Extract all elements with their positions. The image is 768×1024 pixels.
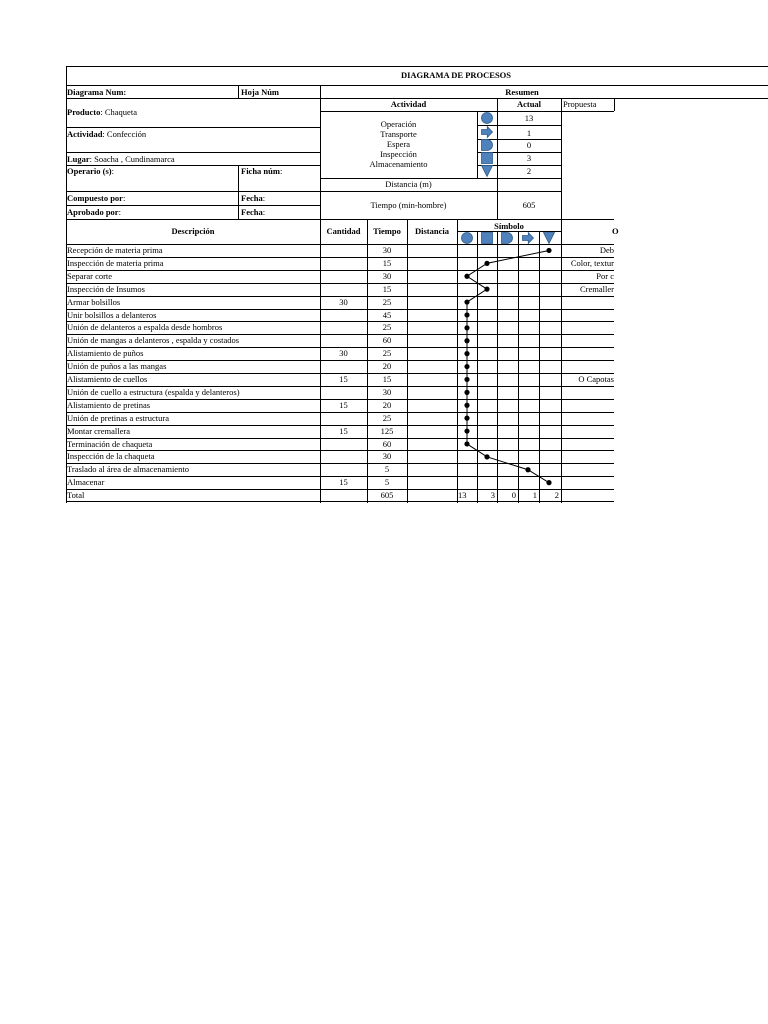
- row-time: 5: [384, 464, 390, 474]
- transport-arrow-icon: [482, 127, 493, 138]
- process-step-dot: [464, 403, 469, 408]
- row-description: Unión de pretinas a estructura: [67, 413, 169, 423]
- total-symbol-count: 3: [490, 490, 495, 500]
- row-description: Armar bolsillos: [67, 297, 121, 307]
- row-observation: Cremaller: [580, 284, 614, 294]
- total-symbol-count: 2: [554, 490, 559, 500]
- total-time: 605: [380, 490, 394, 500]
- row-time: 25: [382, 348, 392, 358]
- process-step-dot: [464, 390, 469, 395]
- col-distancia-header: Distancia: [415, 226, 449, 236]
- row-time: 25: [382, 297, 392, 307]
- row-description: Inspección de Insumos: [67, 284, 145, 294]
- process-step-dot: [464, 325, 469, 330]
- inspection-square-icon: [482, 153, 493, 164]
- row-description: Inspección de materia prima: [67, 258, 164, 268]
- row-description: Alistamiento de puños: [67, 348, 144, 358]
- process-step-dot: [546, 480, 551, 485]
- resumen-tiempo-value: 605: [522, 200, 536, 210]
- page-title: DIAGRAMA DE PROCESOS: [400, 70, 512, 80]
- row-description: Montar cremallera: [67, 426, 131, 436]
- resumen-label-transporte: Transporte: [380, 129, 417, 139]
- process-step-dot: [464, 299, 469, 304]
- row-observation: Color, textur: [570, 258, 614, 268]
- row-time: 25: [382, 413, 392, 423]
- process-step-dot: [464, 312, 469, 317]
- process-step-dot: [464, 364, 469, 369]
- process-step-dot: [464, 351, 469, 356]
- total-symbol-count: 13: [458, 490, 467, 500]
- row-time: 30: [382, 271, 392, 281]
- row-description: Unir bolsillos a delanteros: [67, 310, 157, 320]
- ficha-value: :: [279, 166, 283, 176]
- resumen-actual-header: Actual: [516, 99, 542, 109]
- row-observation: Por c: [596, 271, 614, 281]
- process-step-dot: [484, 454, 489, 459]
- row-time: 45: [382, 310, 392, 320]
- col-cantidad-header: Cantidad: [326, 226, 361, 236]
- transport-arrow-icon: [523, 233, 534, 244]
- row-quantity: 15: [339, 477, 348, 487]
- resumen-distancia-label: Distancia (m): [385, 179, 432, 189]
- fecha2-value: :: [262, 207, 266, 217]
- process-step-dot: [525, 467, 530, 472]
- resumen-actual-almacenamiento: 2: [526, 166, 532, 176]
- operation-circle-icon: [462, 233, 473, 244]
- resumen-actual-espera: 0: [526, 140, 532, 150]
- process-step-dot: [484, 287, 489, 292]
- row-time: 20: [382, 400, 392, 410]
- total-symbol-count: 0: [511, 490, 516, 500]
- col-descripcion-header: Descripción: [171, 226, 215, 236]
- resumen-propuesta-header: Propuesta: [563, 99, 597, 109]
- row-time: 5: [384, 477, 390, 487]
- resumen-actual-operacion: 13: [524, 113, 534, 123]
- inspection-square-icon: [482, 233, 493, 244]
- process-step-dot: [464, 274, 469, 279]
- producto-value: : Chaqueta: [100, 107, 137, 117]
- row-description: Alistamiento de pretinas: [67, 400, 151, 410]
- row-time: 60: [382, 335, 392, 345]
- process-step-dot: [464, 428, 469, 433]
- row-description: Recepción de materia prima: [67, 245, 163, 255]
- aprobado-label: Aprobado por: [67, 207, 119, 217]
- row-time: 20: [382, 361, 392, 371]
- col-tiempo-header: Tiempo: [373, 226, 401, 236]
- aprobado-value: :: [118, 207, 121, 217]
- col-simbolo-header: Símbolo: [494, 221, 524, 231]
- lugar-value: : Soacha , Cundinamarca: [89, 154, 175, 164]
- process-step-dot: [546, 248, 551, 253]
- resumen-label-operacion: Operación: [380, 119, 417, 129]
- row-quantity: 15: [339, 374, 348, 384]
- operation-circle-icon: [482, 113, 493, 124]
- row-quantity: 15: [339, 400, 348, 410]
- operario-value: :: [111, 166, 114, 176]
- fecha1-label: Fecha: [241, 193, 263, 203]
- row-quantity: 15: [339, 426, 348, 436]
- row-time: 30: [382, 451, 392, 461]
- row-observation: O Capotas: [578, 374, 614, 384]
- row-time: 30: [382, 387, 392, 397]
- delay-d-icon: [482, 140, 493, 151]
- resumen-actividad-header: Actividad: [390, 99, 427, 109]
- col-observaciones-header: O: [612, 226, 619, 236]
- storage-triangle-icon: [544, 233, 555, 244]
- row-time: 15: [382, 284, 392, 294]
- process-flow-line: [467, 250, 549, 482]
- actividad-value: : Confección: [102, 129, 147, 139]
- hoja-num-label: Hoja Núm: [241, 87, 280, 97]
- row-description: Unión de delanteros a espalda desde hombros: [67, 322, 223, 332]
- storage-triangle-icon: [482, 166, 493, 177]
- row-time: 15: [382, 258, 392, 268]
- row-description: Almacenar: [67, 477, 105, 487]
- process-step-dot: [464, 441, 469, 446]
- row-time: 15: [382, 374, 392, 384]
- actividad-label: Actividad: [67, 129, 103, 139]
- resumen-actual-inspeccion: 3: [526, 153, 532, 163]
- row-time: 30: [382, 245, 392, 255]
- process-step-dot: [484, 261, 489, 266]
- total-symbol-count: 1: [532, 490, 537, 500]
- row-observation: Deb: [599, 245, 614, 255]
- row-description: Unión de cuello a estructura (espalda y delanteros): [67, 387, 240, 397]
- resumen-label-inspeccion: Inspección: [380, 149, 417, 159]
- resumen-label-almacenamiento: Almacenamiento: [369, 159, 428, 169]
- process-step-dot: [464, 377, 469, 382]
- row-description: Traslado al área de almacenamiento: [67, 464, 189, 474]
- ficha-label: Ficha núm: [241, 166, 280, 176]
- resumen-tiempo-label: Tiempo (min-hombre): [370, 200, 447, 210]
- resumen-actual-transporte: 1: [526, 128, 532, 138]
- compuesto-label: Compuesto por: [67, 193, 123, 203]
- compuesto-value: :: [122, 193, 126, 203]
- row-description: Unión de mangas a delanteros , espalda y costados: [67, 335, 240, 345]
- row-time: 125: [380, 426, 394, 436]
- delay-d-icon: [502, 233, 513, 244]
- diagrama-num-label: Diagrama Num:: [67, 87, 127, 97]
- fecha2-label: Fecha: [241, 207, 263, 217]
- resumen-label-espera: Espera: [386, 139, 411, 149]
- row-time: 60: [382, 439, 392, 449]
- row-description: Alistamiento de cuellos: [67, 374, 148, 384]
- row-description: Separar corte: [67, 271, 113, 281]
- lugar-label: Lugar: [67, 154, 90, 164]
- process-step-dot: [464, 338, 469, 343]
- resumen-title: Resumen: [505, 87, 539, 97]
- operario-label: Operario (s): [67, 166, 112, 176]
- row-description: Inspección de la chaqueta: [67, 451, 155, 461]
- row-description: Unión de puños a las mangas: [67, 361, 167, 371]
- fecha1-value: :: [262, 193, 266, 203]
- row-description: Terminación de chaqueta: [67, 439, 153, 449]
- row-quantity: 30: [339, 297, 348, 307]
- row-quantity: 30: [339, 348, 348, 358]
- total-label: Total: [67, 490, 85, 500]
- producto-label: Producto: [67, 107, 101, 117]
- process-step-dot: [464, 416, 469, 421]
- row-time: 25: [382, 322, 392, 332]
